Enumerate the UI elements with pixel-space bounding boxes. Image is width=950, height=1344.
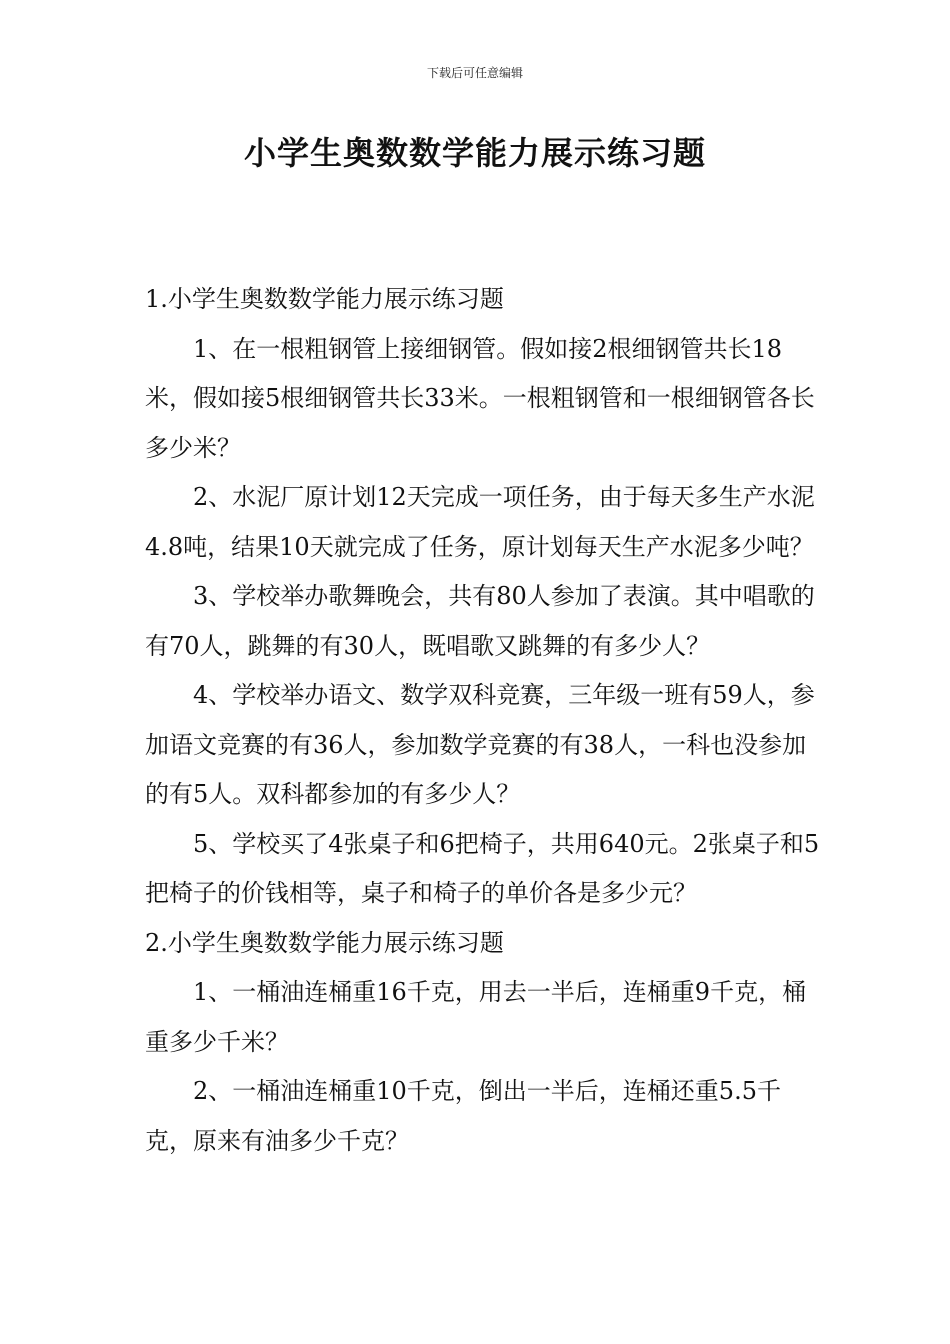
question-item: 2、水泥厂原计划12天完成一项任务，由于每天多生产水泥4.8吨，结果10天就完成了任务，原计划每天生产水泥多少吨？ xyxy=(145,483,815,561)
question-item: 3、学校举办歌舞晚会，共有80人参加了表演。其中唱歌的有70人，跳舞的有30人，既唱歌又跳舞的有多少人？ xyxy=(145,582,815,660)
header-note: 下载后可任意编辑 xyxy=(426,66,523,80)
section-heading: 1.小学生奥数数学能力展示练习题 xyxy=(145,285,504,313)
document-body xyxy=(145,275,825,1166)
section-heading: 2.小学生奥数数学能力展示练习题 xyxy=(145,928,504,957)
document-title: 小学生奥数数学能力展示练习题 xyxy=(243,134,706,172)
question-item: 4、学校举办语文、数学双科竞赛，三年级一班有59人，参加语文竞赛的有36人，参加数学竞赛的有38人，一科也没参加的有5人。双科都参加的有多少人？ xyxy=(145,681,815,808)
question-item: 2、一桶油连桶重10千克，倒出一半后，连桶还重5.5千克，原来有油多少千克？ xyxy=(145,1077,781,1155)
question-item: 1、一桶油连桶重16千克，用去一半后，连桶重9千克，桶重多少千米？ xyxy=(145,978,807,1056)
question-item: 1、在一根粗钢管上接细钢管。假如接2根细钢管共长18米，假如接5根细钢管共长33米。一根粗钢管和一根细钢管各长多少米？ xyxy=(145,334,815,462)
question-item: 5、学校买了4张桌子和6把椅子，共用640元。2张桌子和5把椅子的价钱相等，桌子和椅子的单价各是多少元？ xyxy=(145,829,820,907)
